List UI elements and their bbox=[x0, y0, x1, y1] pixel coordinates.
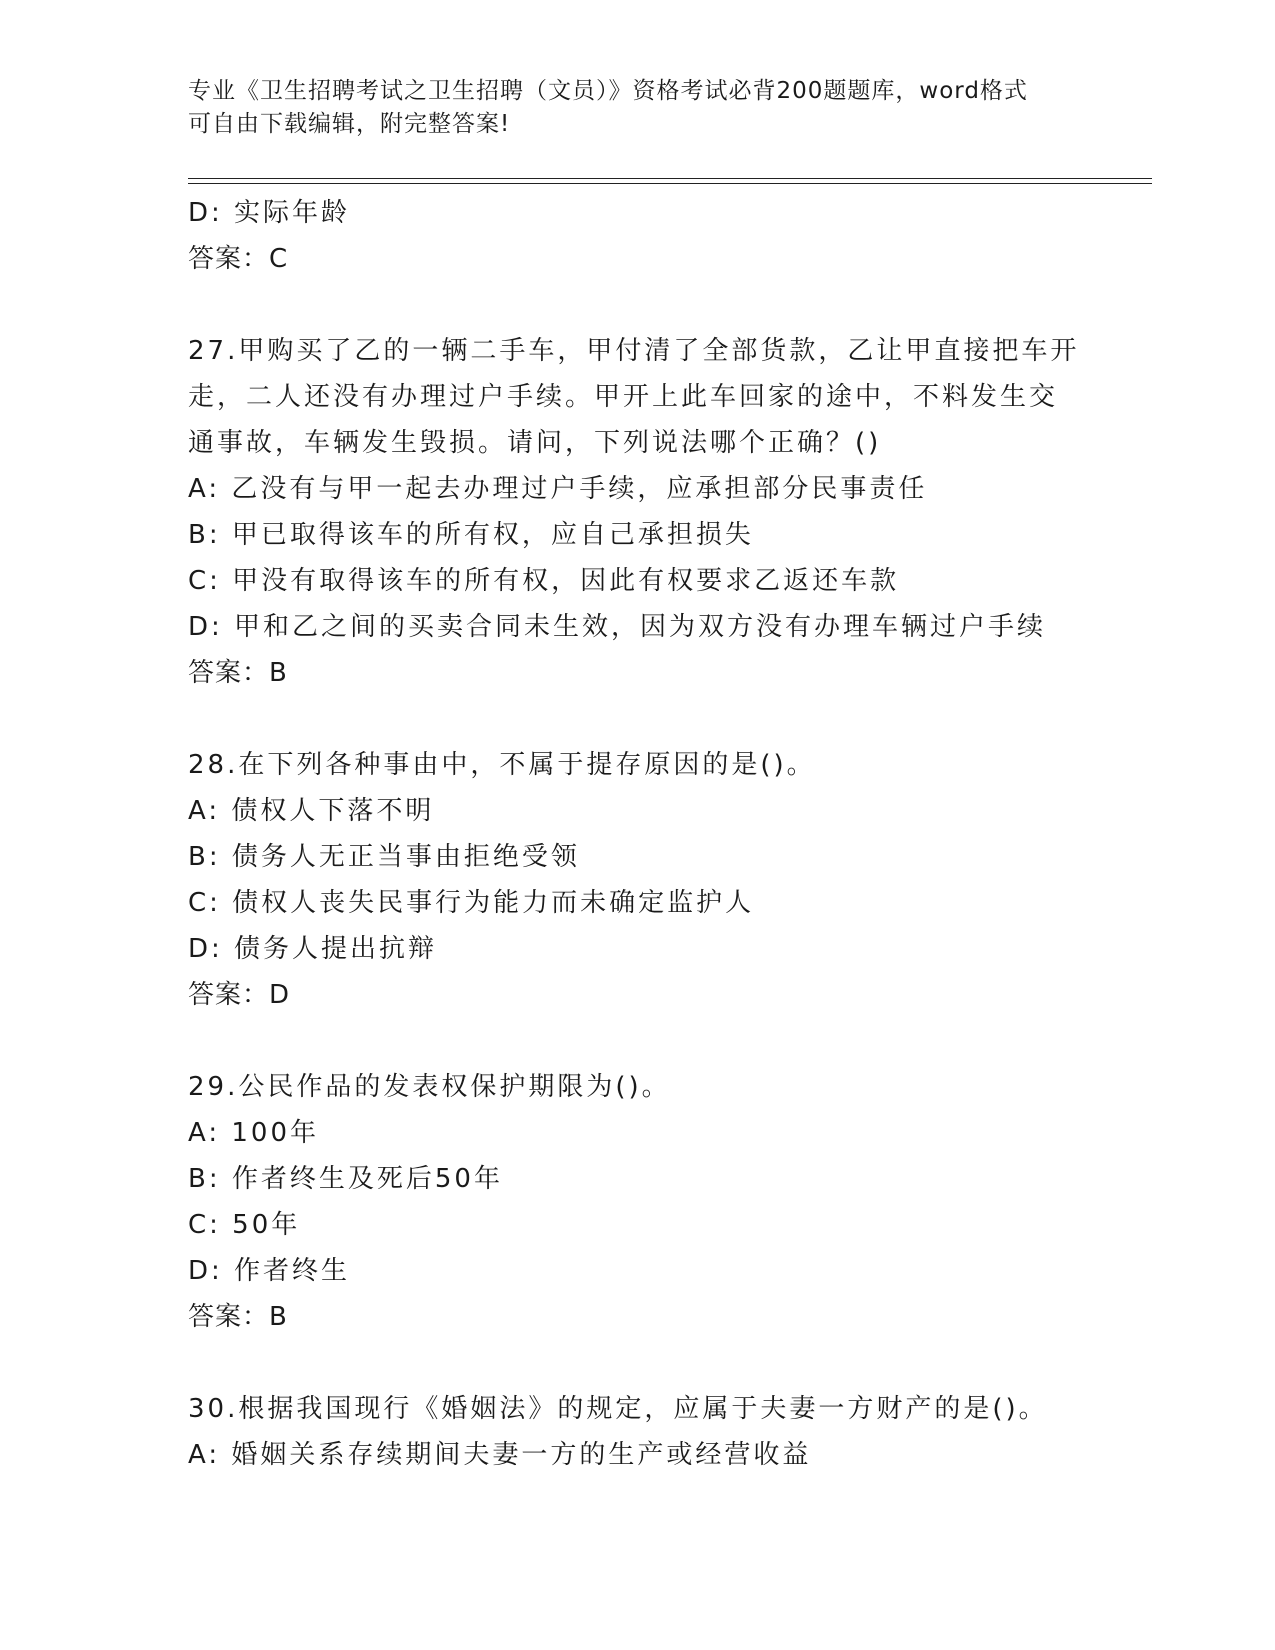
option-c: C: 债权人丧失民事行为能力而未确定监护人 bbox=[188, 888, 755, 918]
answer-line: 答案：D bbox=[188, 980, 291, 1010]
option-c: C: 50年 bbox=[188, 1210, 301, 1240]
option-c: C: 甲没有取得该车的所有权，因此有权要求乙返还车款 bbox=[188, 566, 900, 596]
option-d: D: 作者终生 bbox=[188, 1256, 351, 1286]
document-header bbox=[188, 75, 1088, 141]
header-line-1: 专业《卫生招聘考试之卫生招聘（文员）》资格考试必背200题题库，word格式 bbox=[188, 78, 1028, 104]
option-a: A: 婚姻关系存续期间夫妻一方的生产或经营收益 bbox=[188, 1440, 812, 1470]
spacer bbox=[188, 1018, 1088, 1064]
question-30 bbox=[188, 1386, 1088, 1478]
question-stem-line: 29.公民作品的发表权保护期限为()。 bbox=[188, 1072, 671, 1102]
option-d: D: 债务人提出抗辩 bbox=[188, 934, 438, 964]
option-b: B: 甲已取得该车的所有权，应自己承担损失 bbox=[188, 520, 754, 550]
option-b: B: 作者终生及死后50年 bbox=[188, 1164, 503, 1194]
spacer bbox=[188, 282, 1088, 328]
answer-line: 答案：C bbox=[188, 244, 289, 274]
question-27 bbox=[188, 328, 1088, 696]
question-stem-line: 28.在下列各种事由中，不属于提存原因的是()。 bbox=[188, 750, 816, 780]
question-stem-line: 通事故，车辆发生毁损。请问，下列说法哪个正确？() bbox=[188, 428, 882, 458]
question-29 bbox=[188, 1064, 1088, 1340]
option-a: A: 债权人下落不明 bbox=[188, 796, 435, 826]
option-d: D: 实际年龄 bbox=[188, 198, 351, 228]
question-list bbox=[188, 190, 1088, 1478]
header-divider-top bbox=[188, 178, 1152, 179]
question-stem-line: 27.甲购买了乙的一辆二手车，甲付清了全部货款，乙让甲直接把车开 bbox=[188, 336, 1080, 366]
option-b: B: 债务人无正当事由拒绝受领 bbox=[188, 842, 580, 872]
question-28 bbox=[188, 742, 1088, 1018]
header-divider-bottom bbox=[188, 183, 1152, 184]
answer-line: 答案：B bbox=[188, 658, 288, 688]
answer-line: 答案：B bbox=[188, 1302, 288, 1332]
question-stem-line: 30.根据我国现行《婚姻法》的规定，应属于夫妻一方财产的是()。 bbox=[188, 1394, 1048, 1424]
option-a: A: 100年 bbox=[188, 1118, 319, 1148]
header-line-2: 可自由下载编辑，附完整答案! bbox=[188, 111, 511, 137]
option-a: A: 乙没有与甲一起去办理过户手续，应承担部分民事责任 bbox=[188, 474, 928, 504]
option-d: D: 甲和乙之间的买卖合同未生效，因为双方没有办理车辆过户手续 bbox=[188, 612, 1047, 642]
spacer bbox=[188, 696, 1088, 742]
spacer bbox=[188, 1340, 1088, 1386]
question-stem-line: 走，二人还没有办理过户手续。甲开上此车回家的途中，不料发生交 bbox=[188, 382, 1059, 412]
